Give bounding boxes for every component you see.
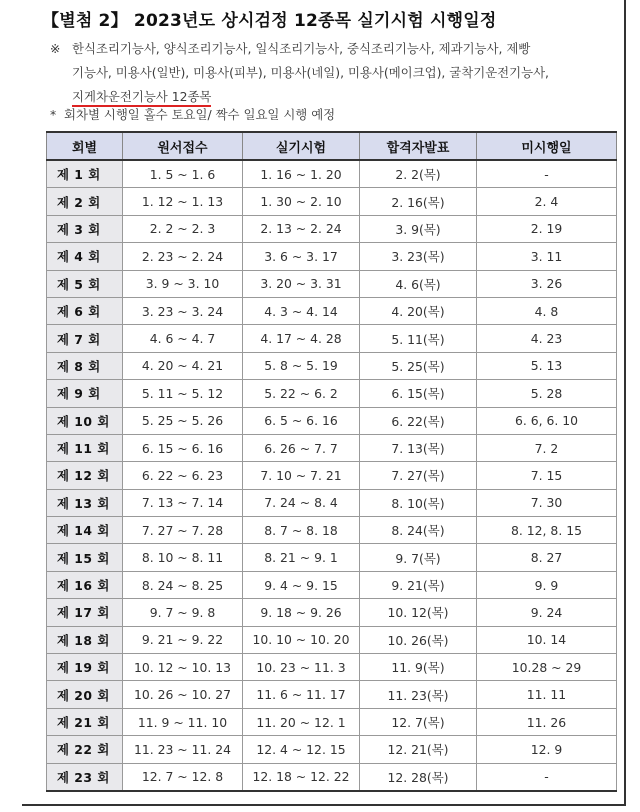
announcement-date-cell: 12. 7(목) bbox=[360, 708, 477, 735]
excluded-dates-cell: 4. 23 bbox=[477, 325, 617, 352]
schedule-note bbox=[50, 105, 335, 123]
announcement-date-cell: 7. 27(목) bbox=[360, 462, 477, 489]
excluded-dates-cell: 7. 30 bbox=[477, 489, 617, 516]
excluded-dates-cell: 3. 11 bbox=[477, 243, 617, 270]
exam-period-cell: 11. 20 ~ 12. 1 bbox=[243, 708, 360, 735]
header-application: 원서접수 bbox=[123, 132, 243, 160]
application-period-cell: 2. 2 ~ 2. 3 bbox=[123, 215, 243, 242]
excluded-dates-cell: - bbox=[477, 160, 617, 188]
announcement-date-cell: 4. 20(목) bbox=[360, 297, 477, 324]
application-period-cell: 8. 24 ~ 8. 25 bbox=[123, 571, 243, 598]
application-period-cell: 8. 10 ~ 8. 11 bbox=[123, 544, 243, 571]
table-row bbox=[47, 708, 617, 735]
application-period-cell: 4. 6 ~ 4. 7 bbox=[123, 325, 243, 352]
target-subjects-note bbox=[50, 37, 624, 109]
excluded-dates-cell: 6. 6, 6. 10 bbox=[477, 407, 617, 434]
table-row bbox=[47, 352, 617, 379]
round-cell: 제 11 회 bbox=[47, 434, 123, 461]
excluded-dates-cell: 5. 28 bbox=[477, 380, 617, 407]
announcement-date-cell: 12. 28(목) bbox=[360, 763, 477, 791]
round-cell: 제 1 회 bbox=[47, 160, 123, 188]
exam-period-cell: 3. 20 ~ 3. 31 bbox=[243, 270, 360, 297]
round-cell: 제 4 회 bbox=[47, 243, 123, 270]
exam-period-cell: 11. 6 ~ 11. 17 bbox=[243, 681, 360, 708]
table-row bbox=[47, 407, 617, 434]
table-row bbox=[47, 489, 617, 516]
document-title: 【별첨 2】 2023년도 상시검정 12종목 실기시험 시행일정 bbox=[42, 11, 497, 31]
round-cell: 제 7 회 bbox=[47, 325, 123, 352]
round-cell: 제 8 회 bbox=[47, 352, 123, 379]
round-cell: 제 22 회 bbox=[47, 736, 123, 763]
announcement-date-cell: 4. 6(목) bbox=[360, 270, 477, 297]
exam-period-cell: 5. 8 ~ 5. 19 bbox=[243, 352, 360, 379]
announcement-date-cell: 3. 23(목) bbox=[360, 243, 477, 270]
application-period-cell: 5. 11 ~ 5. 12 bbox=[123, 380, 243, 407]
round-cell: 제 21 회 bbox=[47, 708, 123, 735]
announcement-date-cell: 5. 11(목) bbox=[360, 325, 477, 352]
application-period-cell: 3. 9 ~ 3. 10 bbox=[123, 270, 243, 297]
exam-schedule-table bbox=[46, 131, 617, 792]
application-period-cell: 10. 26 ~ 10. 27 bbox=[123, 681, 243, 708]
exam-period-cell: 8. 7 ~ 8. 18 bbox=[243, 517, 360, 544]
application-period-cell: 7. 27 ~ 7. 28 bbox=[123, 517, 243, 544]
announcement-date-cell: 8. 24(목) bbox=[360, 517, 477, 544]
exam-period-cell: 1. 30 ~ 2. 10 bbox=[243, 188, 360, 215]
exam-period-cell: 9. 4 ~ 9. 15 bbox=[243, 571, 360, 598]
exam-period-cell: 4. 3 ~ 4. 14 bbox=[243, 297, 360, 324]
note-asterisk: * bbox=[50, 107, 57, 122]
exam-period-cell: 1. 16 ~ 1. 20 bbox=[243, 160, 360, 188]
excluded-dates-cell: 12. 9 bbox=[477, 736, 617, 763]
excluded-dates-cell: 7. 2 bbox=[477, 434, 617, 461]
exam-period-cell: 5. 22 ~ 6. 2 bbox=[243, 380, 360, 407]
table-row bbox=[47, 270, 617, 297]
application-period-cell: 11. 23 ~ 11. 24 bbox=[123, 736, 243, 763]
excluded-dates-cell: 4. 8 bbox=[477, 297, 617, 324]
announcement-date-cell: 2. 2(목) bbox=[360, 160, 477, 188]
exam-period-cell: 4. 17 ~ 4. 28 bbox=[243, 325, 360, 352]
table-row bbox=[47, 654, 617, 681]
application-period-cell: 1. 12 ~ 1. 13 bbox=[123, 188, 243, 215]
round-cell: 제 10 회 bbox=[47, 407, 123, 434]
round-cell: 제 9 회 bbox=[47, 380, 123, 407]
application-period-cell: 1. 5 ~ 1. 6 bbox=[123, 160, 243, 188]
round-cell: 제 14 회 bbox=[47, 517, 123, 544]
excluded-dates-cell: 3. 26 bbox=[477, 270, 617, 297]
table-row bbox=[47, 462, 617, 489]
application-period-cell: 5. 25 ~ 5. 26 bbox=[123, 407, 243, 434]
round-cell: 제 15 회 bbox=[47, 544, 123, 571]
round-cell: 제 3 회 bbox=[47, 215, 123, 242]
exam-period-cell: 12. 4 ~ 12. 15 bbox=[243, 736, 360, 763]
announcement-date-cell: 2. 16(목) bbox=[360, 188, 477, 215]
schedule-note-text: 회차별 시행일 홀수 토요일/ 짝수 일요일 시행 예정 bbox=[64, 107, 336, 122]
announcement-date-cell: 9. 7(목) bbox=[360, 544, 477, 571]
exam-period-cell: 6. 26 ~ 7. 7 bbox=[243, 434, 360, 461]
table-row bbox=[47, 599, 617, 626]
exam-period-cell: 7. 10 ~ 7. 21 bbox=[243, 462, 360, 489]
application-period-cell: 3. 23 ~ 3. 24 bbox=[123, 297, 243, 324]
note-line-1-text: 한식조리기능사, 양식조리기능사, 일식조리기능사, 중식조리기능사, 제과기능사, 제빵 bbox=[72, 41, 531, 56]
announcement-date-cell: 6. 15(목) bbox=[360, 380, 477, 407]
exam-period-cell: 6. 5 ~ 6. 16 bbox=[243, 407, 360, 434]
note-line-2: 기능사, 미용사(일반), 미용사(피부), 미용사(네일), 미용사(메이크업), 굴착기운전기능사, bbox=[72, 65, 549, 80]
application-period-cell: 6. 22 ~ 6. 23 bbox=[123, 462, 243, 489]
round-cell: 제 20 회 bbox=[47, 681, 123, 708]
note-reference-mark: ※ bbox=[50, 41, 61, 56]
excluded-dates-cell: 10. 14 bbox=[477, 626, 617, 653]
announcement-date-cell: 12. 21(목) bbox=[360, 736, 477, 763]
table-row bbox=[47, 517, 617, 544]
table-row bbox=[47, 297, 617, 324]
excluded-dates-cell: 10.28 ~ 29 bbox=[477, 654, 617, 681]
announcement-date-cell: 3. 9(목) bbox=[360, 215, 477, 242]
announcement-date-cell: 11. 23(목) bbox=[360, 681, 477, 708]
table-row bbox=[47, 215, 617, 242]
table-row bbox=[47, 243, 617, 270]
header-round: 회별 bbox=[47, 132, 123, 160]
exam-period-cell: 8. 21 ~ 9. 1 bbox=[243, 544, 360, 571]
application-period-cell: 2. 23 ~ 2. 24 bbox=[123, 243, 243, 270]
excluded-dates-cell: 7. 15 bbox=[477, 462, 617, 489]
application-period-cell: 9. 21 ~ 9. 22 bbox=[123, 626, 243, 653]
round-cell: 제 19 회 bbox=[47, 654, 123, 681]
excluded-dates-cell: - bbox=[477, 763, 617, 791]
application-period-cell: 9. 7 ~ 9. 8 bbox=[123, 599, 243, 626]
application-period-cell: 10. 12 ~ 10. 13 bbox=[123, 654, 243, 681]
excluded-dates-cell: 2. 19 bbox=[477, 215, 617, 242]
round-cell: 제 13 회 bbox=[47, 489, 123, 516]
note-line-1 bbox=[50, 37, 624, 61]
exam-period-cell: 10. 23 ~ 11. 3 bbox=[243, 654, 360, 681]
exam-period-cell: 2. 13 ~ 2. 24 bbox=[243, 215, 360, 242]
announcement-date-cell: 10. 12(목) bbox=[360, 599, 477, 626]
table-header-row bbox=[47, 132, 617, 160]
table-row bbox=[47, 325, 617, 352]
excluded-dates-cell: 8. 27 bbox=[477, 544, 617, 571]
exam-period-cell: 3. 6 ~ 3. 17 bbox=[243, 243, 360, 270]
header-exam: 실기시험 bbox=[243, 132, 360, 160]
announcement-date-cell: 5. 25(목) bbox=[360, 352, 477, 379]
table-row bbox=[47, 571, 617, 598]
announcement-date-cell: 6. 22(목) bbox=[360, 407, 477, 434]
application-period-cell: 12. 7 ~ 12. 8 bbox=[123, 763, 243, 791]
header-excluded-dates: 미시행일 bbox=[477, 132, 617, 160]
announcement-date-cell: 9. 21(목) bbox=[360, 571, 477, 598]
exam-period-cell: 12. 18 ~ 12. 22 bbox=[243, 763, 360, 791]
exam-period-cell: 9. 18 ~ 9. 26 bbox=[243, 599, 360, 626]
announcement-date-cell: 10. 26(목) bbox=[360, 626, 477, 653]
application-period-cell: 7. 13 ~ 7. 14 bbox=[123, 489, 243, 516]
table-row bbox=[47, 188, 617, 215]
exam-period-cell: 10. 10 ~ 10. 20 bbox=[243, 626, 360, 653]
exam-period-cell: 7. 24 ~ 8. 4 bbox=[243, 489, 360, 516]
excluded-dates-cell: 11. 11 bbox=[477, 681, 617, 708]
application-period-cell: 6. 15 ~ 6. 16 bbox=[123, 434, 243, 461]
table-row bbox=[47, 434, 617, 461]
table-row bbox=[47, 380, 617, 407]
application-period-cell: 11. 9 ~ 11. 10 bbox=[123, 708, 243, 735]
excluded-dates-cell: 2. 4 bbox=[477, 188, 617, 215]
header-announcement: 합격자발표 bbox=[360, 132, 477, 160]
excluded-dates-cell: 5. 13 bbox=[477, 352, 617, 379]
table-row bbox=[47, 681, 617, 708]
round-cell: 제 5 회 bbox=[47, 270, 123, 297]
round-cell: 제 17 회 bbox=[47, 599, 123, 626]
underlined-subject-count: 지게차운전기능사 12종목 bbox=[72, 89, 211, 107]
announcement-date-cell: 7. 13(목) bbox=[360, 434, 477, 461]
round-cell: 제 18 회 bbox=[47, 626, 123, 653]
table-row bbox=[47, 763, 617, 791]
announcement-date-cell: 8. 10(목) bbox=[360, 489, 477, 516]
round-cell: 제 6 회 bbox=[47, 297, 123, 324]
excluded-dates-cell: 11. 26 bbox=[477, 708, 617, 735]
round-cell: 제 23 회 bbox=[47, 763, 123, 791]
excluded-dates-cell: 9. 9 bbox=[477, 571, 617, 598]
round-cell: 제 2 회 bbox=[47, 188, 123, 215]
application-period-cell: 4. 20 ~ 4. 21 bbox=[123, 352, 243, 379]
round-cell: 제 12 회 bbox=[47, 462, 123, 489]
excluded-dates-cell: 9. 24 bbox=[477, 599, 617, 626]
table-row bbox=[47, 544, 617, 571]
announcement-date-cell: 11. 9(목) bbox=[360, 654, 477, 681]
table-body bbox=[47, 160, 617, 791]
table-row bbox=[47, 736, 617, 763]
round-cell: 제 16 회 bbox=[47, 571, 123, 598]
table-row bbox=[47, 160, 617, 188]
table-row bbox=[47, 626, 617, 653]
excluded-dates-cell: 8. 12, 8. 15 bbox=[477, 517, 617, 544]
